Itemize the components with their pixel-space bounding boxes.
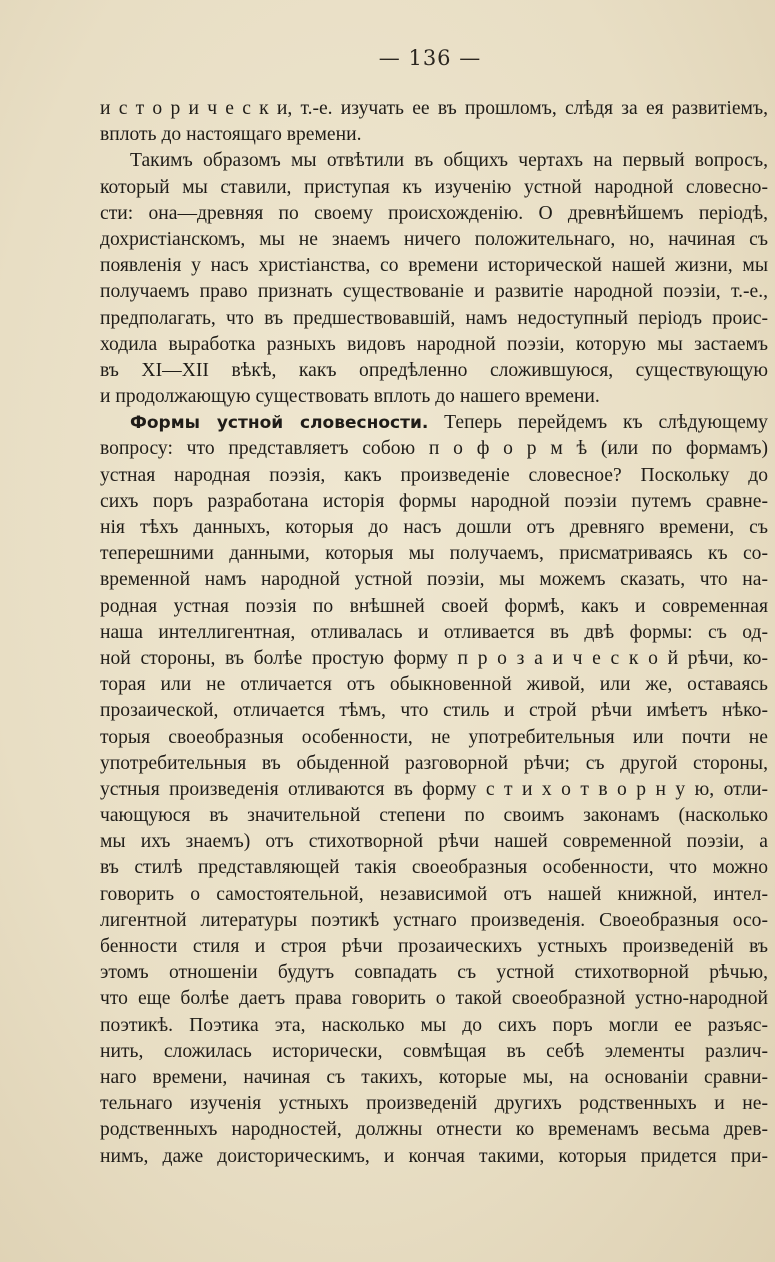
line-text: въ стилѣ представляющей такія своеобразныя особенности, что можно	[100, 857, 768, 879]
text-line	[100, 463, 768, 489]
text-line	[100, 332, 768, 358]
line-text: говорить о самостоятельной, независимой отъ нашей книжной, интел-	[100, 883, 768, 905]
text-line	[100, 777, 768, 803]
text-line	[100, 620, 768, 646]
page-number: — 136 —	[378, 46, 482, 70]
text-line	[100, 122, 768, 148]
line-text: родная устная поэзія по внѣшней своей формѣ, какъ и современная	[100, 595, 768, 617]
text-line	[100, 934, 768, 960]
line-text: устныя произведенія отливаются въ форму с т и х о т в о р н у ю, отли-	[100, 778, 768, 800]
line-text: устная народная поэзія, какъ произведеніе словесное? Поскольку до	[100, 464, 768, 486]
line-text: ной стороны, въ болѣе простую форму п р о з а и ч е с к о й рѣчи, ко-	[100, 647, 768, 669]
line-text: теперешними данными, которыя мы получаемъ, присматриваясь къ со-	[100, 543, 768, 565]
text-line	[100, 96, 768, 122]
text-line	[100, 306, 768, 332]
line-text: торыя своеобразныя особенности, не употребительныя или почти не	[100, 726, 768, 748]
text-line	[100, 882, 768, 908]
text-line	[100, 541, 768, 567]
text-line	[100, 436, 768, 462]
text-line	[100, 829, 768, 855]
line-text: временной намъ народной устной поэзіи, мы можемъ сказать, что на-	[100, 569, 768, 591]
line-text: получаемъ право признать существованіе и развитіе народной поэзіи, т.-е.,	[100, 281, 768, 303]
text-line	[100, 751, 768, 777]
line-text: бенности стиля и строя рѣчи прозаическихъ устныхъ произведеній въ	[100, 936, 768, 957]
line-text: сихъ поръ разработана исторія формы народной поэзіи путемъ сравне-	[100, 490, 768, 512]
text-line	[100, 1013, 768, 1039]
line-text: тельнаго изученія устныхъ произведеній другихъ родственныхъ и не-	[100, 1093, 768, 1115]
line-text: появленія у насъ христіанства, со времени исторической нашей жизни, мы	[100, 255, 768, 277]
text-line	[100, 148, 768, 174]
text-line	[100, 1117, 768, 1143]
line-text: дохристіанскомъ, мы не знаемъ ничего положительнаго, но, начиная съ	[100, 228, 768, 250]
line-text: поэтикѣ. Поэтика эта, насколько мы до сихъ поръ могли ее разъяс-	[100, 1014, 768, 1036]
line-text: и продолжающую существовать вплоть до нашего времени.	[100, 386, 600, 408]
text-line	[100, 384, 768, 410]
text-line	[100, 1065, 768, 1091]
line-text: этомъ отношеніи будутъ совпадать съ устной стихотворной рѣчью,	[100, 962, 768, 984]
line-text: Теперь перейдемъ къ слѣдующему	[444, 412, 768, 434]
text-line	[100, 803, 768, 829]
text-line	[100, 594, 768, 620]
line-text: нимъ, даже доисторическимъ, и кончая такими, которыя придется при-	[100, 1145, 768, 1167]
line-text: чающуюся въ значительной степени по своимъ законамъ (насколько	[100, 805, 768, 827]
line-text: сти: она—древняя по своему происхожденію. О древнѣйшемъ періодѣ,	[100, 202, 768, 224]
line-text: ходила выработка разныхъ видовъ народной поэзіи, которую мы застаемъ	[100, 333, 768, 355]
text-line	[100, 515, 768, 541]
text-line	[100, 567, 768, 593]
line-text: лигентной литературы поэтикѣ устнаго произведенія. Своеобразныя осо-	[100, 909, 768, 931]
text-line	[100, 646, 768, 672]
text-line	[100, 201, 768, 227]
text-line	[100, 698, 768, 724]
line-text: Такимъ образомъ мы отвѣтили въ общихъ чертахъ на первый вопросъ,	[130, 150, 768, 172]
text-line	[100, 253, 768, 279]
text-line	[100, 358, 768, 384]
body-text	[100, 96, 768, 1170]
text-line	[100, 960, 768, 986]
line-text: и с т о р и ч е с к и, т.-е. изучать ее въ прошломъ, слѣдя за ея развитіемъ,	[100, 98, 768, 119]
line-text: мы ихъ знаемъ) отъ стихотворной рѣчи нашей современной поэзіи, а	[100, 831, 768, 853]
line-text: нія тѣхъ данныхъ, которыя до насъ дошли отъ древняго времени, съ	[100, 517, 768, 538]
line-text: предполагать, что въ предшествовавшій, намъ недоступный періодъ проис-	[100, 307, 768, 329]
text-line	[100, 908, 768, 934]
text-line	[100, 725, 768, 751]
line-text: наго времени, начиная съ такихъ, которые мы, на основаніи сравни-	[100, 1066, 768, 1088]
line-text: который мы ставили, приступая къ изученію устной народной словесно-	[100, 176, 768, 198]
text-line	[100, 1144, 768, 1170]
line-text: что еще болѣе даетъ права говорить о такой своеобразной устно-народной	[100, 988, 768, 1010]
line-text: нить, сложилась исторически, совмѣщая въ себѣ элементы различ-	[100, 1040, 768, 1062]
section-heading: Формы устной словесности.	[130, 413, 429, 434]
text-line	[100, 279, 768, 305]
text-line	[100, 227, 768, 253]
line-text: вплоть до настоящаго времени.	[100, 124, 362, 146]
text-line	[100, 410, 768, 436]
line-text: въ XI—XII вѣкѣ, какъ опредѣленно сложившуюся, существующую	[100, 359, 768, 381]
text-line	[100, 175, 768, 201]
text-line	[100, 855, 768, 881]
text-line	[100, 1091, 768, 1117]
text-line	[100, 489, 768, 515]
line-text: вопросу: что представляетъ собою п о ф о р м ѣ (или по формамъ)	[100, 438, 768, 460]
text-line	[100, 1039, 768, 1065]
line-text: наша интеллигентная, отливалась и отливается въ двѣ формы: съ од-	[100, 621, 768, 643]
line-text: прозаической, отличается тѣмъ, что стиль и строй рѣчи имѣетъ нѣко-	[100, 700, 768, 722]
text-line	[100, 672, 768, 698]
line-text: торая или не отличается отъ обыкновенной живой, или же, оставаясь	[100, 674, 768, 696]
line-text: употребительныя въ обыденной разговорной рѣчи; съ другой стороны,	[100, 752, 768, 774]
text-line	[100, 986, 768, 1012]
line-text: родственныхъ народностей, должны отнести ко временамъ весьма древ-	[100, 1119, 768, 1141]
